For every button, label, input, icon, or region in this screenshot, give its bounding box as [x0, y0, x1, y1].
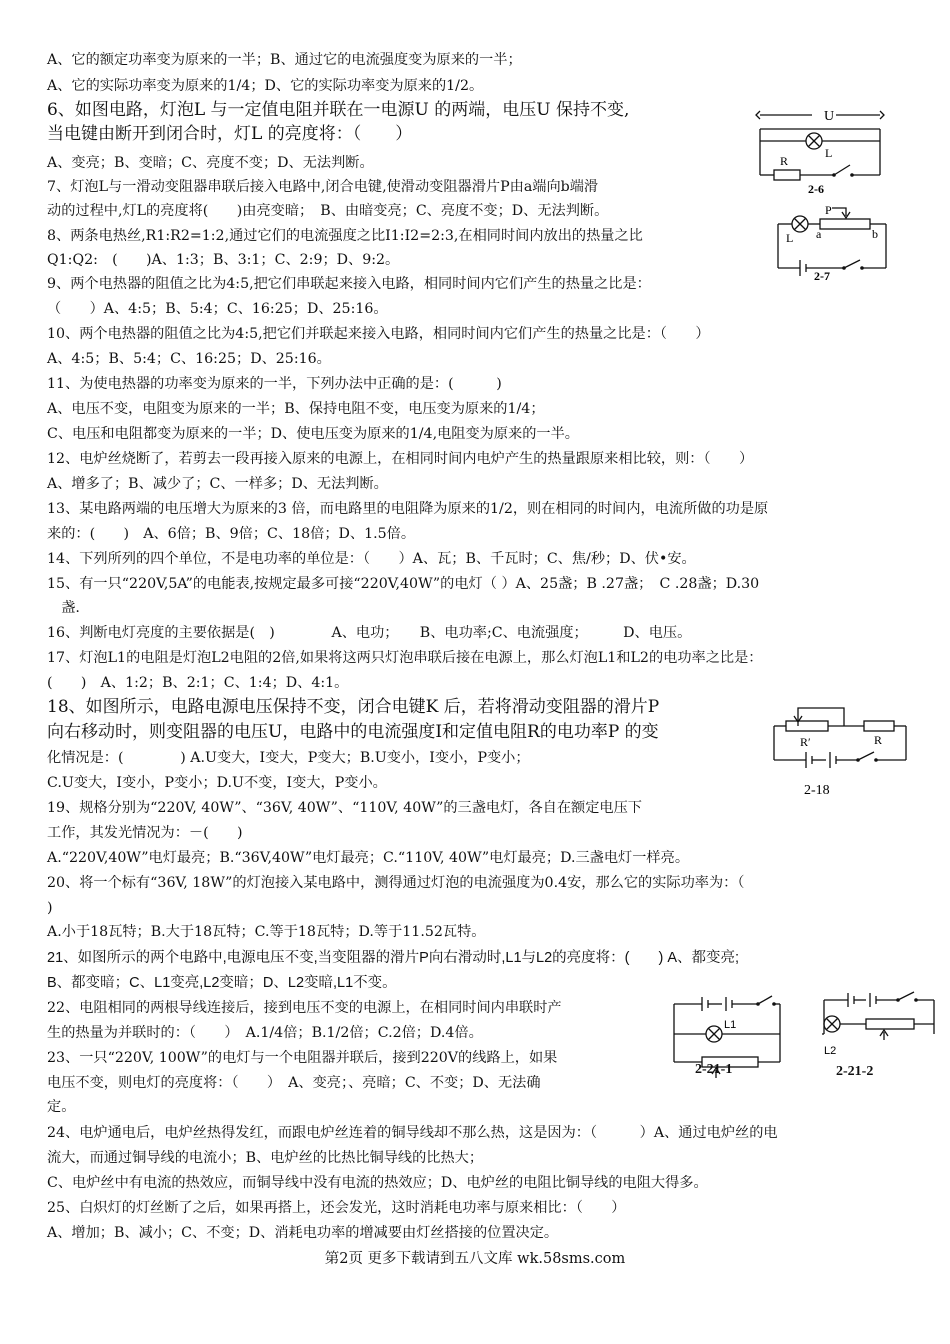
figure-caption: 2-18	[804, 783, 830, 798]
label-l: L	[786, 231, 794, 245]
label-r: R	[874, 733, 883, 747]
question-15-cont: 盏.	[47, 600, 80, 616]
question-20: 20、将一个标有“36V, 18W”的灯泡接入某电路中，测得通过灯泡的电流强度为0.4安，那么它的实际功率为：（	[47, 875, 745, 891]
question-17: 17、灯泡L1的电阻是灯泡L2电阻的2倍,如果将这两只灯泡串联后接在电源上，那么灯泡L1和L2的电功率之比是：	[47, 650, 763, 666]
label-p: P	[825, 203, 832, 217]
label-l: L	[825, 146, 833, 160]
question-6-cont: 当电键由断开到闭合时，灯L 的亮度将：（ ）	[47, 124, 413, 144]
question-24: 24、电炉通电后，电炉丝热得发红，而跟电炉丝连着的铜导线却不那么热，这是因为：（ ）A、通过电炉丝的电	[47, 1125, 778, 1141]
question-20-options: A.小于18瓦特；B.大于18瓦特；C.等于18瓦特；D.等于11.52瓦特。	[47, 924, 486, 940]
figure-caption: 2-7	[814, 269, 830, 282]
question-11-options: A、电压不变，电阻变为原来的一半；B、保持电阻不变，电压变为原来的1/4；	[47, 401, 545, 417]
figure-caption: 2-6	[808, 182, 824, 195]
label-r: R	[780, 154, 789, 168]
question-19-options: A.“220V,40W”电灯最亮；B.“36V,40W”电灯最亮；C.“110V, 40W”电灯最亮；D.三盏电灯一样亮。	[47, 850, 690, 866]
option-line: A、它的实际功率变为原来的1/4；D、它的实际功率变为原来的1/2。	[47, 78, 484, 94]
question-12: 12、电炉丝烧断了，若剪去一段再接入原来的电源上，在相同时间内电炉产生的热量跟原来相比较，则：（ ）	[47, 451, 754, 467]
option-line: A、它的额定功率变为原来的一半；B、通过它的电流强度变为原来的一半；	[47, 52, 522, 68]
question-18-options: C.U变大，I变小，P变小；D.U不变，I变大，P变小。	[47, 775, 387, 791]
circuit-diagram-2-6	[752, 105, 888, 195]
question-23: 23、一只“220V, 100W”的电灯与一个电阻器并联后，接到220V的线路上，如果	[47, 1050, 558, 1066]
question-7-cont: 动的过程中,灯L的亮度将( )由亮变暗； B、由暗变亮；C、亮度不变；D、无法判断。	[47, 203, 609, 219]
question-12-options: A、增多了；B、减少了；C、一样多；D、无法判断。	[47, 476, 388, 492]
page-footer: 第2页 更多下载请到五八文库 wk.58sms.com	[324, 1251, 626, 1267]
question-19-cont: 工作，其发光情况为：－( )	[47, 825, 243, 841]
question-24-cont: 流大，而通过铜导线的电流小；B、电炉丝的比热比铜导线的比热大；	[47, 1150, 484, 1166]
label-b: b	[872, 227, 878, 241]
circuit-diagram-2-21-1	[668, 994, 798, 1088]
figure-caption: 2-21-1	[695, 1062, 733, 1077]
question-22: 22、电阻相同的两根导线连接后，接到电压不变的电源上，在相同时间内串联时产	[47, 1000, 562, 1016]
question-13: 13、某电路两端的电压增大为原来的3 倍，而电路里的电阻降为原来的1/2，则在相同的时间内，电流所做的功是原	[47, 501, 769, 517]
question-18-options: 化情况是：( ) A.U变大，I变大，P变大；B.U变小，I变小，P变小；	[47, 750, 530, 766]
question-9-cont: （ ）A、4:5；B、5:4；C、16:25；D、25:16。	[47, 301, 388, 317]
figure-caption: 2-21-2	[836, 1064, 874, 1079]
label-l2: L2	[824, 1045, 837, 1057]
question-14: 14、下列所列的四个单位，不是电功率的单位是：（ ）A、瓦；B、千瓦时；C、焦/秒；D、伏•安。	[47, 551, 696, 567]
question-18-cont: 向右移动时，则变阻器的电压U，电路中的电流强度I和定值电阻R的电功率P 的变	[47, 722, 659, 742]
question-8: 8、两条电热丝,R1:R2=1:2,通过它们的电流强度之比I1:I2=2:3,在相同时间内放出的热量之比	[47, 228, 643, 244]
question-23-cont: 定。	[47, 1099, 76, 1115]
question-25-options: A、增加；B、减小；C、不变；D、消耗电功率的增减要由灯丝搭接的位置决定。	[47, 1225, 559, 1241]
question-17-cont: ( ) A、1:2；B、2:1；C、1:4；D、4:1。	[47, 675, 349, 691]
circuit-diagram-2-18	[766, 702, 916, 802]
label-l1: L1	[724, 1019, 737, 1031]
question-22-cont: 生的热量为并联时的：（ ） A.1/4倍；B.1/2倍；C.2倍；D.4倍。	[47, 1025, 483, 1041]
question-11-options: C、电压和电阻都变为原来的一半；D、使电压变为原来的1/4,电阻变为原来的一半。	[47, 426, 579, 442]
question-18: 18、如图所示，电路电源电压保持不变，闭合电键K 后，若将滑动变阻器的滑片P	[47, 697, 660, 717]
question-24-options: C、电炉丝中有电流的热效应，而铜导线中没有电流的热效应；D、电炉丝的电阻比铜导线的电阻大得多。	[47, 1175, 708, 1191]
label-a: a	[816, 227, 822, 241]
question-16: 16、判断电灯亮度的主要依据是( ) A、电功； B、电功率;C、电流强度； D、电压。	[47, 625, 692, 641]
question-8-cont: Q1:Q2: ( )A、1:3；B、3:1；C、2:9；D、9:2。	[47, 252, 400, 268]
question-21: 21、如图所示的两个电路中,电源电压不变,当变阻器的滑片P向右滑动时,L1与L2的亮度将：( ) A、都变亮;	[47, 950, 740, 966]
question-10-options: A、4:5；B、5:4；C、16:25；D、25:16。	[47, 351, 331, 367]
label-u: U	[824, 109, 835, 124]
question-13-cont: 来的：( ) A、6倍；B、9倍；C、18倍；D、1.5倍。	[47, 526, 416, 542]
question-25: 25、白炽灯的灯丝断了之后，如果再搭上，还会发光，这时消耗电功率与原来相比：（ ）	[47, 1200, 626, 1216]
question-9: 9、两个电热器的阻值之比为4:5,把它们串联起来接入电路，相同时间内它们产生的热量之比是：	[47, 276, 651, 292]
circuit-diagram-2-21-2	[818, 988, 942, 1062]
question-6: 6、如图电路，灯泡L 与一定值电阻并联在一电源U 的两端，电压U 保持不变,	[47, 100, 630, 120]
label-r-prime: R′	[800, 735, 811, 749]
question-10: 10、两个电热器的阻值之比为4:5,把它们并联起来接入电路，相同时间内它们产生的热量之比是：（ ）	[47, 326, 710, 342]
question-15: 15、有一只“220V,5A”的电能表,按规定最多可接“220V,40W”的电灯（ ）A、25盏；B .27盏； C .28盏；D.30	[47, 576, 760, 592]
question-11: 11、为使电热器的功率变为原来的一半，下列办法中正确的是：( )	[47, 376, 502, 392]
circuit-diagram-2-7	[770, 202, 896, 282]
question-6-options: A、变亮；B、变暗；C、亮度不变；D、无法判断。	[47, 155, 374, 171]
question-19: 19、规格分别为“220V, 40W”、“36V, 40W”、“110V, 40W”的三盏电灯，各自在额定电压下	[47, 800, 642, 816]
question-23-cont: 电压不变，则电灯的亮度将：（ ） A、变亮；、亮暗；C、不变；D、无法确	[47, 1075, 541, 1091]
question-21-options: B、都变暗；C、L1变亮,L2变暗；D、L2变暗,L1不变。	[47, 975, 397, 991]
question-20-cont: )	[47, 900, 53, 916]
question-7: 7、灯泡L与一滑动变阻器串联后接入电路中,闭合电键,使滑动变阻器滑片P由a端向b端滑	[47, 179, 599, 195]
